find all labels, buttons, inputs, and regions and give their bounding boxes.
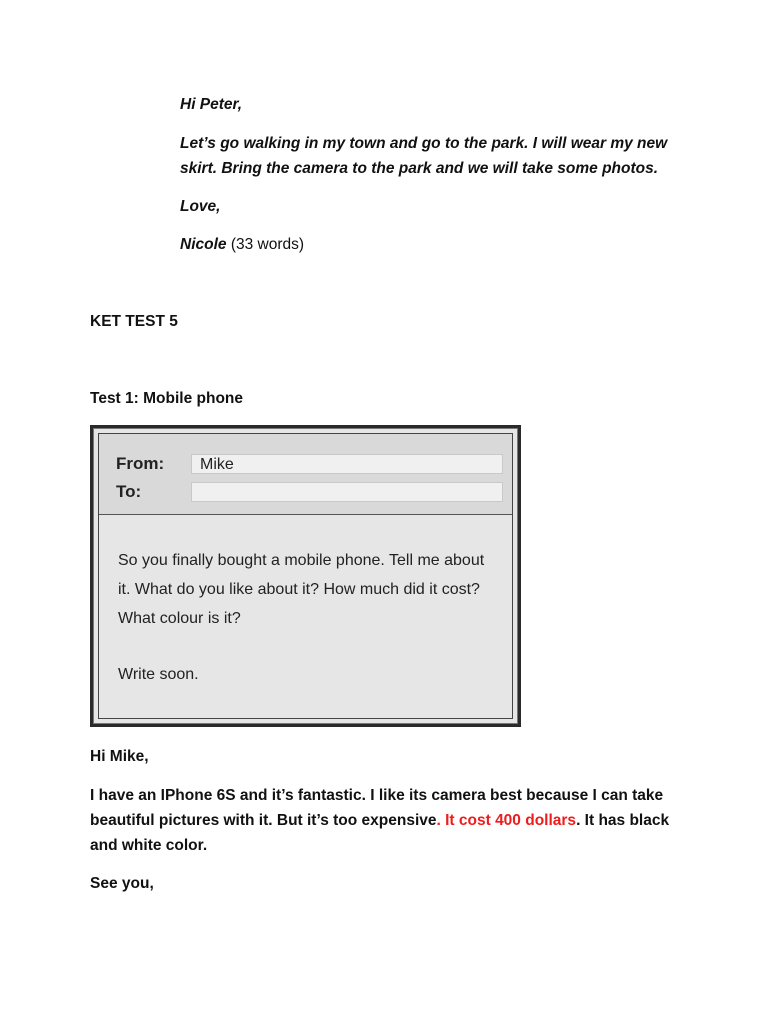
reply-closing: See you, [90,875,154,892]
section-title: KET TEST 5 [90,313,178,330]
reply-greeting: Hi Mike, [90,748,149,765]
test-title: Test 1: Mobile phone [90,390,243,407]
email-card-header [99,434,512,515]
email-card-body-line2: it. What do you like about it? How much did it cost? [118,581,480,598]
to-label: To: [116,482,142,501]
reply-line1: I have an IPhone 6S and it’s fantastic. I like its camera best because I can take [90,787,664,804]
reply-line3: and white color. [90,837,208,854]
reply-line2-part1: beautiful pictures with it. But it’s too expensive [90,812,437,829]
email-card-frame [98,433,513,719]
reply-highlight: . It cost 400 dollars [436,812,577,829]
email-card-body [118,546,508,633]
reply-line2-part2: . It has black [576,812,670,829]
from-label: From: [116,454,165,473]
to-field [191,482,503,502]
from-field: Mike [191,454,503,474]
reply-line2 [90,808,669,833]
letter1-signature: Nicole [180,236,227,253]
email-card-sign-off: Write soon. [118,666,199,683]
email-card-image [90,425,521,727]
letter1-body-line2: skirt. Bring the camera to the park and we will take some photos. [180,160,659,177]
email-card-body-line3: What colour is it? [118,610,241,627]
email-card-body-line1: So you finally bought a mobile phone. Tell me about [118,552,485,569]
letter1-greeting: Hi Peter, [180,96,243,113]
letter1-signature-line [180,232,304,257]
letter1-body-line1: Let’s go walking in my town and go to the park. I will wear my new [180,135,668,152]
letter1-word-count: (33 words) [226,236,305,253]
letter1-closing: Love, [180,198,221,215]
